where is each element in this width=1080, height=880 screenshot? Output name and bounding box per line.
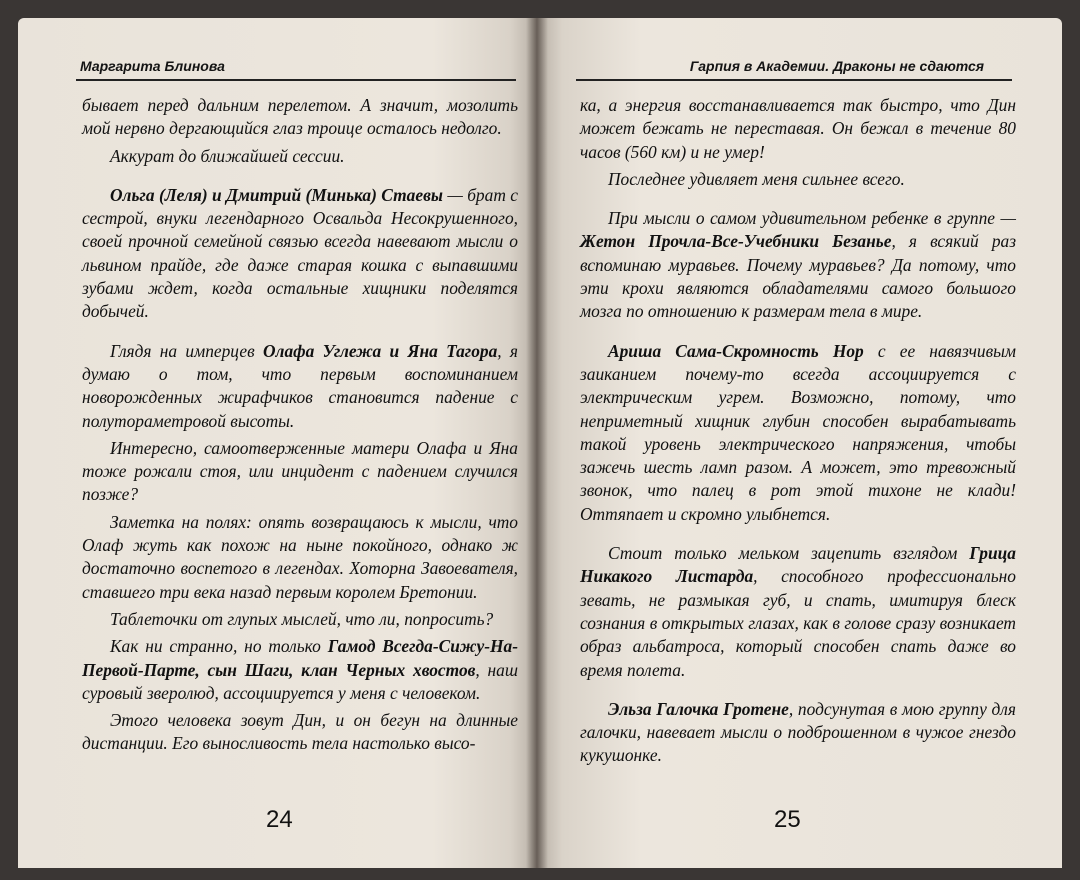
text-run: Таблеточки от глупых мыслей, что ли, попросить? (110, 608, 494, 629)
text-run: бывает перед дальним перелетом. А значит, мозолить мой нервно дергающийся глаз троице осталось недолго. (82, 95, 518, 139)
text-run: ка, а энергия восстанавливается так быстро, что Дин может бежать не переставая. Он бежал в течение 80 часов (560 км) и не умер! (580, 95, 1016, 162)
book-gutter (526, 18, 548, 868)
left-page-text (82, 94, 518, 756)
paragraph (82, 145, 518, 168)
paragraph (82, 635, 518, 705)
paragraph (580, 340, 1016, 526)
bold-name: Ариша Сама-Скромность Нор (608, 340, 864, 361)
paragraph (580, 94, 1016, 164)
text-run: , наш суровый зверолюд, ассоциируется у меня с человеком. (82, 659, 518, 703)
text-run: При мысли о самом удивительном ребенке в группе — (608, 208, 1016, 229)
bold-name: Гамод Всегда-Сижу-На-Первой-Парте, сын Шаги, клан Черных хвостов (82, 636, 518, 680)
text-run: — брат с сестрой, внуки легендарного Освальда Несокрушенного, своей прочной семейной связью всегда навевают мысли о львином прайде, где даже старая кошка с выпавшими зубами ждет, когда остальные хищники поделятся добычей. (82, 184, 518, 322)
text-run: Последнее удивляет меня сильнее всего. (608, 168, 905, 189)
page-number: 24 (266, 806, 293, 833)
paragraph (82, 340, 518, 433)
running-head-title: Гарпия в Академии. Драконы не сдаются (689, 58, 984, 74)
bold-name: Олафа Углежа и Яна Тагора (262, 340, 498, 361)
paragraph (82, 94, 518, 141)
text-run: , я думаю о том, что первым воспоминанием новорожденных жирафчиков становится падение с полутораметровой высоты. (82, 340, 519, 431)
text-run: , способного профессионально зевать, не размыкая губ, и спать, имитируя блеск сознания в открытых глазах, как в голове сразу возникает образ альбатроса, который способен спать даже во время полета. (580, 566, 1016, 680)
right-page (536, 18, 1062, 868)
paragraph (580, 168, 1016, 191)
text-run: Аккурат до ближайшей сессии. (110, 145, 345, 166)
text-run: Заметка на полях: опять возвращаюсь к мысли, что Олаф жуть как похож на ныне покойного, однако ж достаточно воспетого в легендах. Хоторна Завоевателя, ставшего три века назад первым королем Бретонии. (82, 511, 518, 602)
text-run: , подсунутая в мою группу для галочки, навевает мысли о подброшенном в чужое гнездо кукушонке. (580, 698, 1016, 766)
text-run: Как ни странно, но только (110, 636, 328, 657)
paragraph (82, 511, 518, 604)
paragraph (82, 608, 518, 631)
text-run: , я всякий раз вспоминаю муравьев. Почему муравьев? Да потому, что эти крохи являются обладателями самого большого мозга по отношению к размерам тела в мире. (580, 231, 1016, 322)
text-run: Стоит только мельком зацепить взглядом (608, 543, 970, 564)
running-head-author: Маргарита Блинова (80, 58, 225, 74)
header-rule (76, 79, 516, 81)
bold-name: Ольга (Леля) и Дмитрий (Минька) Стаевы (110, 184, 443, 205)
paragraph (580, 698, 1016, 768)
right-page-text (580, 94, 1016, 768)
bold-name: Грица Никакого Листарда (580, 543, 1016, 587)
header-rule (576, 79, 1012, 81)
paragraph (580, 207, 1016, 323)
text-run: Интересно, самоотверженные матери Олафа и Яна тоже рожали стоя, или инцидент с падением случился позже? (82, 437, 518, 505)
page-number: 25 (774, 806, 801, 833)
paragraph (82, 184, 518, 324)
left-page (18, 18, 536, 868)
paragraph (580, 542, 1016, 682)
text-run: с ее навязчивым заиканием почему-то всегда ассоциируется с электрическим угрем. Возможно, потому, что неприметный хищник глубин способен вырабатывать такой уровень электрического напряжения, чтобы зажечь шесть ламп разом. А может, это тревожный звонок, что палец в рот этой тихоне не клади! Оттяпает и скромно улыбнется. (580, 340, 1016, 524)
bold-name: Жетон Прочла-Все-Учебники Безанье (580, 231, 892, 252)
text-run: Глядя на имперцев (110, 340, 263, 361)
bold-name: Эльза Галочка Гротене (608, 698, 789, 719)
text-run: Этого человека зовут Дин, и он бегун на длинные дистанции. Его выносливость тела настолько высо- (82, 710, 518, 754)
paragraph (82, 709, 518, 756)
paragraph (82, 437, 518, 507)
